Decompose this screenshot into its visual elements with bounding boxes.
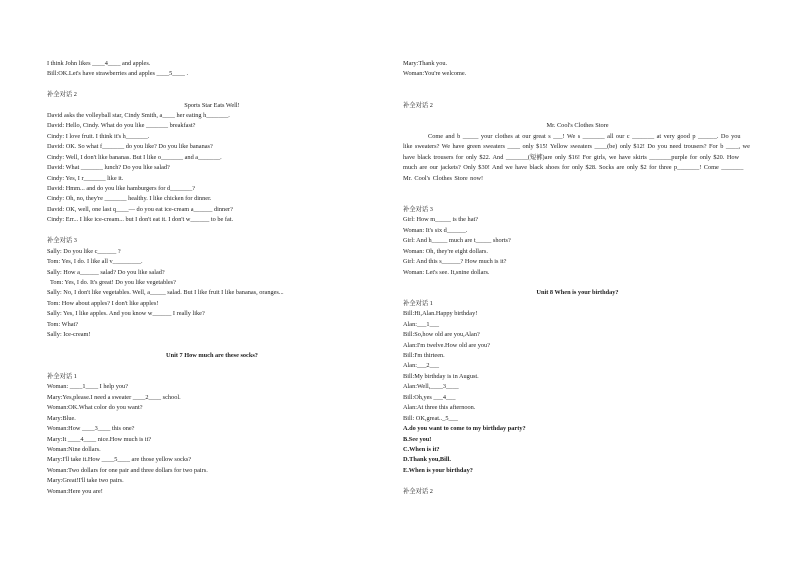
dialogue-line: Woman:Nine dollars. — [47, 445, 101, 453]
dialogue-line: Alan:At three this afternoon. — [403, 404, 476, 412]
dialogue-line: Alan:Well,____3____ — [403, 383, 459, 391]
unit-heading: Unit 7 How much are these socks? — [166, 352, 258, 360]
dialogue-line: Mary:It ____4____ nice.How much is it? — [47, 435, 152, 443]
dialogue-line: Mary:Blue. — [47, 414, 76, 422]
dialogue-line: David asks the volleyball star, Cindy Smith, a____ her eating h_______. — [47, 111, 230, 119]
section-title: Sports Star Eats Well! — [184, 101, 240, 109]
dialogue-line: Bill:Hi,Alan.Happy birthday! — [403, 310, 478, 318]
dialogue-line: Bill: OK,great.._5___ — [403, 414, 458, 422]
dialogue-line: Tom: Yes, I do. It's great! Do you like vegetables? — [50, 278, 176, 286]
answer-option: D.Thank you,Bill. — [403, 456, 451, 464]
dialogue-line: Woman:You're welcome. — [403, 70, 467, 78]
dialogue-line: Sally: Yes, I like apples. And you know w______ I really like? — [47, 310, 205, 318]
dialogue-line: Woman:OK.What color do you want? — [47, 404, 143, 412]
dialogue-line: Bill:OK.Let's have strawberries and apples ____5____ . — [47, 70, 189, 78]
section-label: 补全对话 1 — [47, 372, 77, 380]
left-column — [47, 59, 377, 497]
dialogue-line: Woman:Two dollars for one pair and three dollars for two pairs. — [47, 466, 208, 474]
dialogue-line: Cindy: Err... I like ice-cream... but I don't eat it. I don't w______ to be fat. — [47, 216, 234, 224]
right-column — [403, 59, 752, 497]
dialogue-line: Woman: Oh, they're eight dollars. — [403, 247, 488, 255]
dialogue-line: Mary:Thank you. — [403, 59, 448, 67]
dialogue-line: Woman: It's six d______. — [403, 226, 468, 234]
dialogue-line: Woman:How ____3____ this one? — [47, 425, 135, 433]
answer-option: C.When is it? — [403, 445, 440, 453]
dialogue-line: Cindy: Oh, no, they're _______ healthy. I like chicken for dinner. — [47, 195, 212, 203]
dialogue-line: Sally: How a______ salad? Do you like salad? — [47, 268, 165, 276]
section-label: 补全对话 3 — [47, 237, 77, 245]
dialogue-line: Mary:Great!I'll take two pairs. — [47, 477, 124, 485]
section-label: 补全对话 2 — [403, 101, 433, 109]
unit-heading: Unit 8 When is your birthday? — [536, 289, 619, 297]
dialogue-line: Mary:Yes,please.I need a sweater ____2____ school. — [47, 393, 181, 401]
dialogue-line: David: OK. So what f_______ do you like? Do you like bananas? — [47, 143, 213, 151]
dialogue-line: Bill:My birthday is in August. — [403, 372, 479, 380]
dialogue-line: Cindy: Well, I don't like bananas. But I like o_______ and a_______. — [47, 153, 222, 161]
dialogue-line: Woman:Here you are! — [47, 487, 103, 495]
answer-option: B.See you! — [403, 435, 432, 443]
answer-option: E.When is your birthday? — [403, 466, 473, 474]
dialogue-line: Alan:___1___ — [403, 320, 440, 328]
dialogue-line: Sally: Do you like c______ ? — [47, 247, 121, 255]
dialogue-line: David: What _______ lunch? Do you like salad? — [47, 164, 170, 172]
dialogue-line: Girl: How m_____ is the hat? — [403, 216, 479, 224]
dialogue-line: Alan:___2___ — [403, 362, 440, 370]
dialogue-line: David: OK, well, one last q____— do you eat ice-cream a______ dinner? — [47, 205, 233, 213]
dialogue-line: Woman: Let's see. It,snine dollars. — [403, 268, 490, 276]
dialogue-line: Alan:I'm twelve.How old are you? — [403, 341, 490, 349]
section-label: 补全对话 1 — [403, 299, 433, 307]
dialogue-line: Bill:Oh,yes ___4___ — [403, 393, 456, 401]
dialogue-line: Cindy: Yes, I r_______ like it. — [47, 174, 124, 182]
dialogue-line: Sally: Ice-cream! — [47, 331, 91, 339]
dialogue-line: Tom: Yes, I do. I like all v_________. — [47, 258, 143, 266]
dialogue-line: Bill:I'm thirteen. — [403, 352, 445, 360]
dialogue-line: David: Hello, Cindy. What do you like _______ breakfast? — [47, 122, 196, 130]
dialogue-line: Bill:So,how old are you,Alan? — [403, 331, 480, 339]
dialogue-line: Girl: And h_____ much are t_____ shorts? — [403, 237, 511, 245]
dialogue-line: I think John likes ____4____ and apples. — [47, 59, 151, 67]
dialogue-line: Cindy: I love fruit. I think it's h_______. — [47, 132, 150, 140]
section-label: 补全对话 2 — [403, 487, 433, 495]
answer-option: A.do you want to come to my birthday party? — [403, 425, 526, 433]
section-label: 补全对话 2 — [47, 91, 77, 99]
dialogue-line: Mary:I'll take it.How ____5____ are those yellow socks? — [47, 456, 192, 464]
dialogue-line: David: Hmm... and do you like hamburgers for d_______? — [47, 185, 196, 193]
dialogue-line: Girl: And this s______? How much is it? — [403, 258, 507, 266]
dialogue-line: Woman: ____1____ I help you? — [47, 383, 128, 391]
dialogue-line: Tom: How about apples? I don't like apples! — [47, 299, 159, 307]
section-label: 补全对话 3 — [403, 205, 433, 213]
dialogue-line: Tom: What? — [47, 320, 79, 328]
dialogue-line: Sally: No, I don't like vegetables. Well, a_____ salad. But I like fruit I like bananas, oranges... — [47, 289, 284, 297]
passage-paragraph: Come and b _____ your clothes at our great s ___! We s _______ all our c _______ at very good p ______. Do you like sweaters? We have green sweaters ____ only $15! Yellow sweaters ____(be) only $12! Do you need trousers? For b ____, we have black trousers for only $22. And _______(短裤)are only $16! For girls, we have skirts _______purple for only $20. How much are our jackets? Only $30! And we have black shoes for only $28. Socks are only $2 for three p_______! Come _______ Mr. Cool's Clothes Store now! — [403, 132, 750, 182]
section-title: Mr. Cool's Clothes Store — [546, 122, 609, 130]
